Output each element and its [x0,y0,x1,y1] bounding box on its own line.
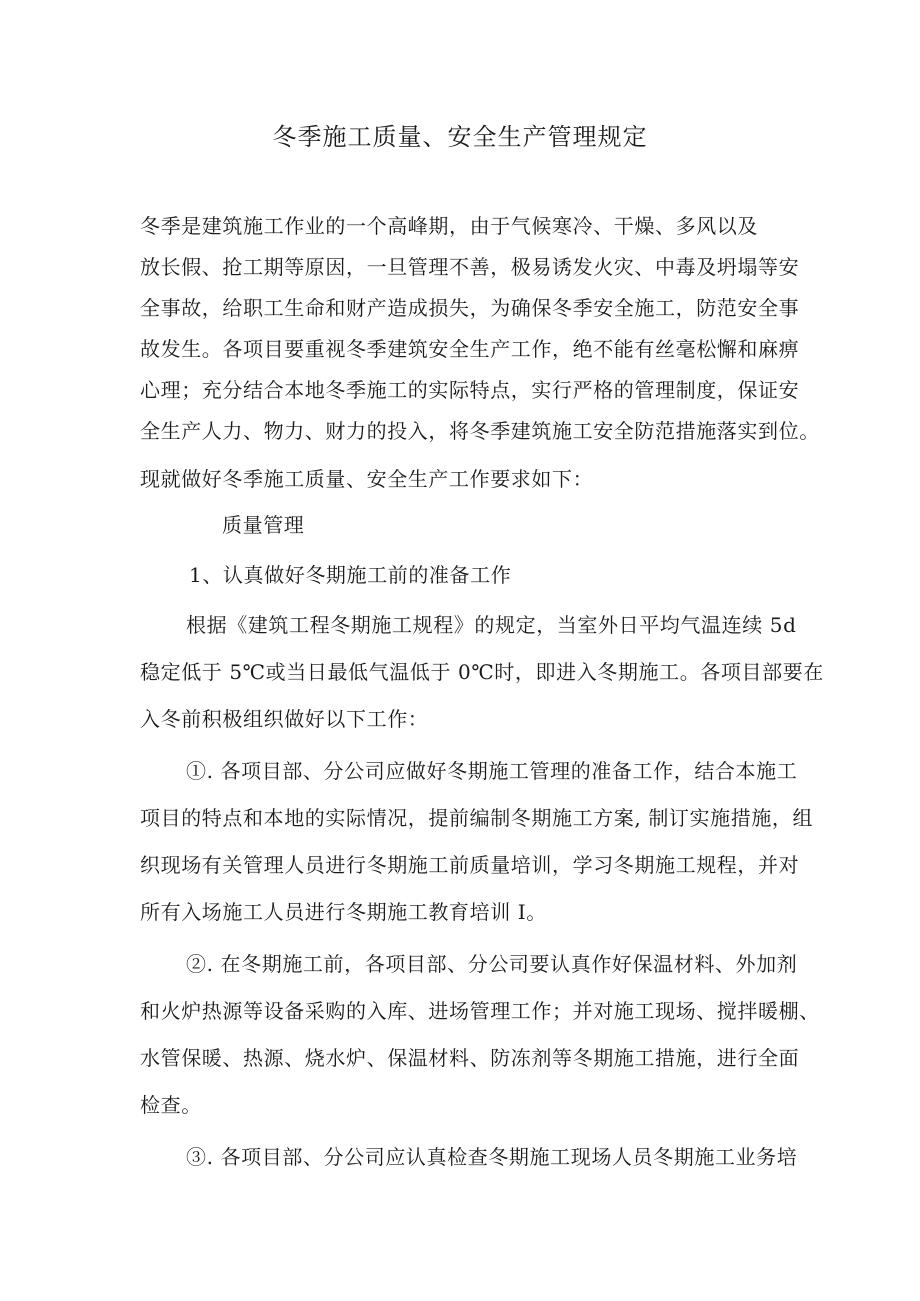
paragraph-line: 稳定低于 5℃或当日最低气温低于 0℃时，即进入冬期施工。各项目部要在 [140,660,824,684]
paragraph-line: 放长假、抢工期等原因，一旦管理不善，极易诱发火灾、中毒及坍塌等安 [140,255,800,279]
list-item-line: 水管保暖、热源、烧水炉、保温材料、防冻剂等冬期施工措施，进行全面 [140,1046,800,1070]
list-item-line: ①. 各项目部、分公司应做好冬期施工管理的准备工作，结合本施工 [186,759,798,783]
list-item-line: 所有入场施工人员进行冬期施工教育培训 I。 [140,900,547,924]
paragraph-line: 心理；充分结合本地冬季施工的实际特点，实行严格的管理制度，保证安 [140,378,800,402]
paragraph-line: 全事故，给职工生命和财产造成损失，为确保冬季安全施工，防范安全事 [140,296,800,320]
list-item-line: ③. 各项目部、分公司应认真检查冬期施工现场人员冬期施工业务培 [186,1145,798,1169]
list-item-line: 检查。 [140,1093,202,1117]
paragraph-line: 全生产人力、物力、财力的投入，将冬季建筑施工安全防范措施落实到位。 [140,419,820,443]
paragraph-line: 根据《建筑工程冬期施工规程》的规定，当室外日平均气温连续 5d [186,613,797,637]
paragraph-line: 故发生。各项目要重视冬季建筑安全生产工作，绝不能有丝毫松懈和麻痹 [140,337,800,361]
paragraph-line: 冬季是建筑施工作业的一个高峰期，由于气候寒冷、干燥、多风以及 [140,214,758,238]
list-item-line: 织现场有关管理人员进行冬期施工前质量培训，学习冬期施工规程，并对 [140,853,800,877]
paragraph-line: 现就做好冬季施工质量、安全生产工作要求如下： [140,467,594,491]
list-item-line: 和火炉热源等设备采购的入库、进场管理工作；并对施工现场、搅拌暖棚、 [140,999,820,1023]
section-heading: 质量管理 [222,513,305,537]
list-item-line: 项目的特点和本地的实际情况，提前编制冬期施工方案, 制订实施措施，组 [140,806,814,830]
paragraph-line: 入冬前积极组织做好以下工作： [140,707,429,731]
subsection-heading: 1、认真做好冬期施工前的准备工作 [189,563,512,587]
document-title: 冬季施工质量、安全生产管理规定 [272,123,648,151]
list-item-line: ②. 在冬期施工前，各项目部、分公司要认真作好保温材料、外加剂 [186,952,798,976]
